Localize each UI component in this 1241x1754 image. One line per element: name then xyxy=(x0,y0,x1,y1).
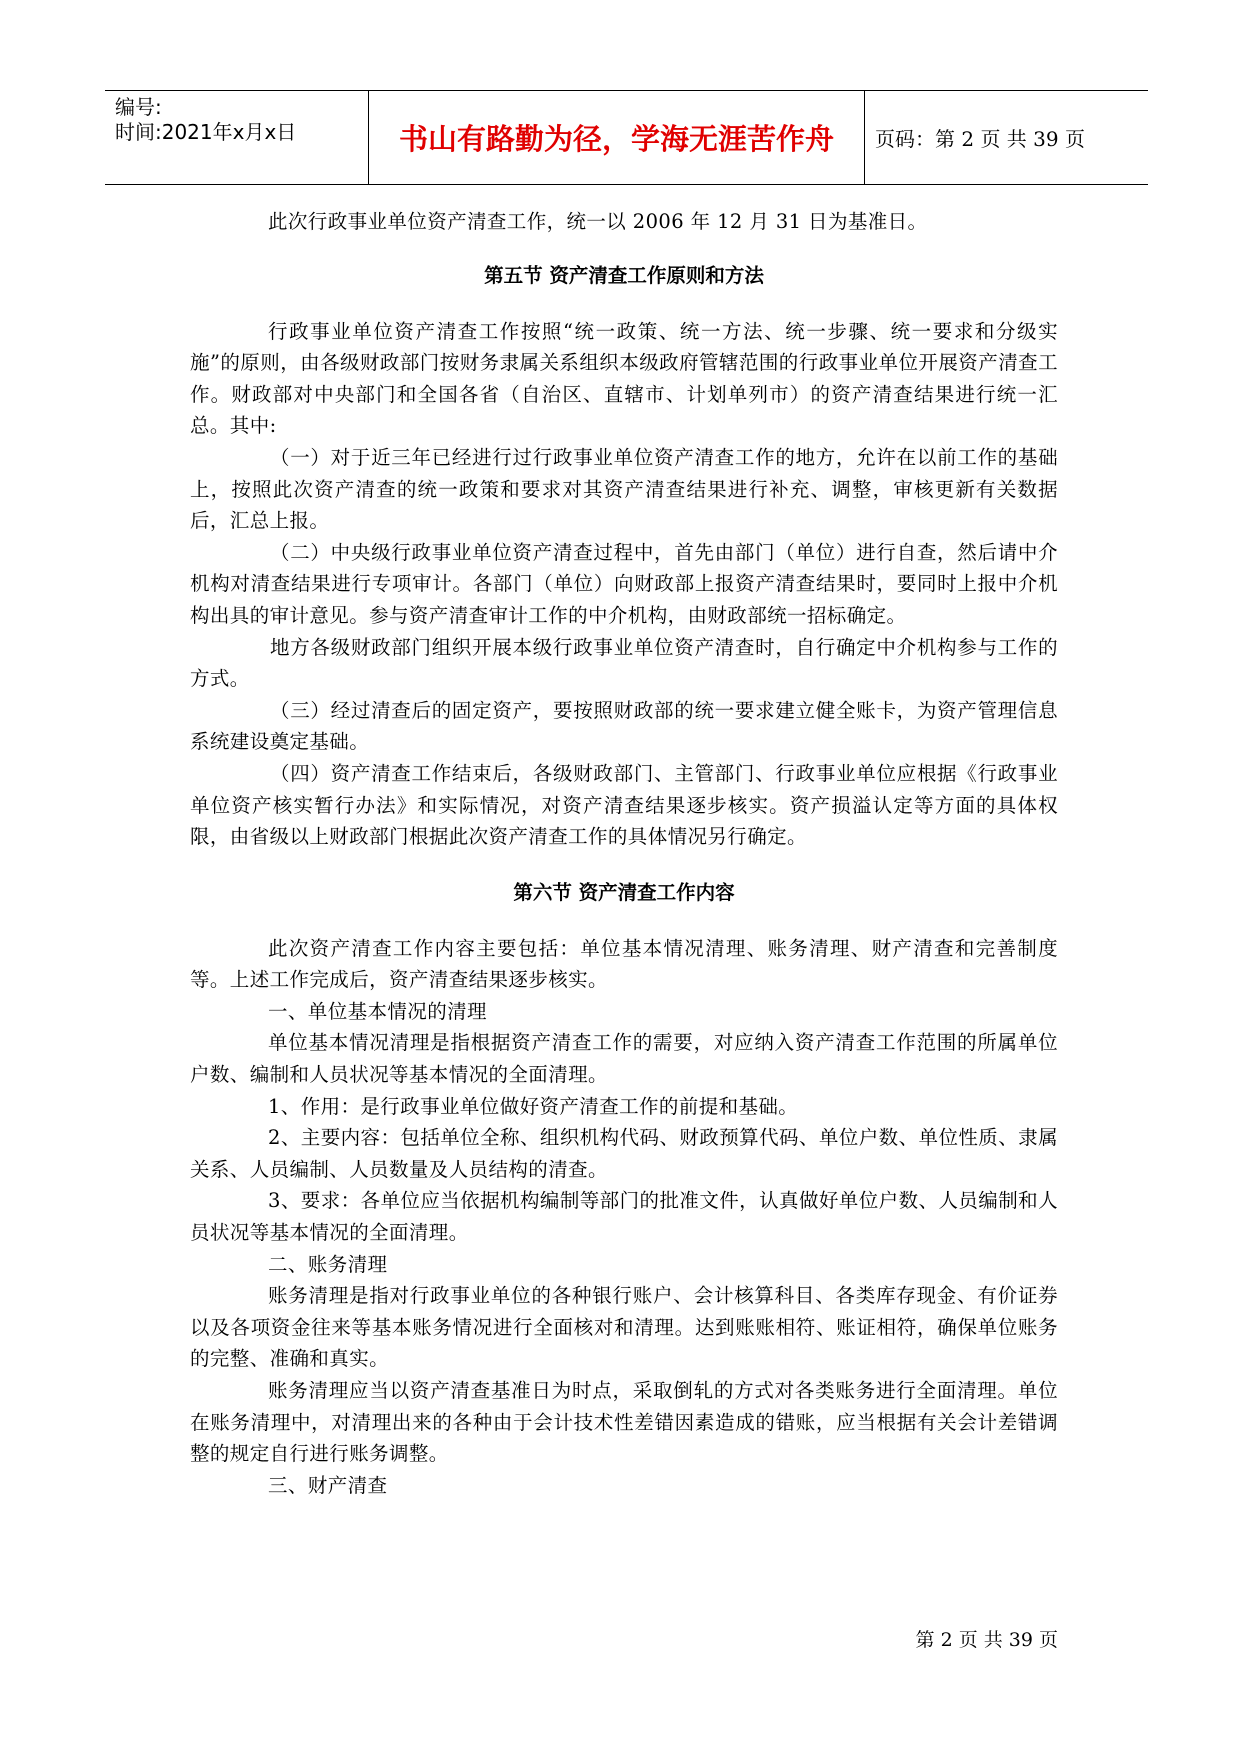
motto: 书山有路勤为径，学海无涯苦作舟 xyxy=(398,122,834,156)
subheading: 三、财产清查 xyxy=(268,1473,388,1497)
paragraph: 此次资产清查工作内容主要包括：单位基本情况清理、账务清理、财产清查和完善制度等。上述工作完成后，资产清查结果逐步核实。 xyxy=(190,936,1058,992)
paragraph: 3、要求：各单位应当依据机构编制等部门的批准文件，认真做好单位户数、人员编制和人员状况等基本情况的全面清理。 xyxy=(190,1189,1058,1245)
section-heading-6: 第六节 资产清查工作内容 xyxy=(513,880,735,904)
paragraph: 账务清理应当以资产清查基准日为时点，采取倒轧的方式对各类账务进行全面清理。单位在账务清理中，对清理出来的各种由于会计技术性差错因素造成的错账，应当根据有关会计差错调整的规定自行进行账务调整。 xyxy=(190,1379,1058,1466)
header-motto-cell xyxy=(369,91,865,184)
paragraph: （三）经过清查后的固定资产，要按照财政部的统一要求建立健全账卡，为资产管理信息系统建设奠定基础。 xyxy=(190,698,1058,754)
paragraph: 单位基本情况清理是指根据资产清查工作的需要，对应纳入资产清查工作范围的所属单位户数、编制和人员状况等基本情况的全面清理。 xyxy=(190,1031,1058,1087)
paragraph: （四）资产清查工作结束后，各级财政部门、主管部门、行政事业单位应根据《行政事业单位资产核实暂行办法》和实际情况，对资产清查结果逐步核实。资产损溢认定等方面的具体权限，由省级以上财政部门根据此次资产清查工作的具体情况另行确定。 xyxy=(190,761,1058,849)
header-meta-cell xyxy=(105,91,369,184)
paragraph: 账务清理是指对行政事业单位的各种银行账户、会计核算科目、各类库存现金、有价证券以及各项资金往来等基本账务情况进行全面核对和清理。达到账账相符、账证相符，确保单位账务的完整、准确和真实。 xyxy=(190,1284,1058,1371)
paragraph: 行政事业单位资产清查工作按照“统一政策、统一方法、统一步骤、统一要求和分级实施”的原则，由各级财政部门按财务隶属关系组织本级政府管辖范围的行政事业单位开展资产清查工作。财政部对中央部门和全国各省（自治区、直辖市、计划单列市）的资产清查结果进行统一汇总。其中: xyxy=(190,319,1058,438)
header-page-cell xyxy=(865,91,1148,184)
header-page-info: 页码：第 2 页 共 39 页 xyxy=(875,127,1085,151)
paragraph: 2、主要内容：包括单位全称、组织机构代码、财政预算代码、单位户数、单位性质、隶属关系、人员编制、人员数量及人员结构的清查。 xyxy=(190,1126,1058,1181)
page-footer: 第 2 页 共 39 页 xyxy=(915,1629,1058,1651)
paragraph: （二）中央级行政事业单位资产清查过程中，首先由部门（单位）进行自查，然后请中介机构对清查结果进行专项审计。各部门（单位）向财政部上报资产清查结果时，要同时上报中介机构出具的审计意见。参与资产清查审计工作的中介机构，由财政部统一招标确定。 xyxy=(190,540,1058,627)
section-heading-5: 第五节 资产清查工作原则和方法 xyxy=(484,263,764,287)
subheading: 一、单位基本情况的清理 xyxy=(268,999,487,1023)
paragraph-base-date: 此次行政事业单位资产清查工作，统一以 2006 年 12 月 31 日为基准日。 xyxy=(268,210,928,233)
paragraph: 1、作用：是行政事业单位做好资产清查工作的前提和基础。 xyxy=(268,1094,799,1118)
document-body xyxy=(190,202,1058,1501)
paragraph: （一）对于近三年已经进行过行政事业单位资产清查工作的地方，允许在以前工作的基础上，按照此次资产清查的统一政策和要求对其资产清查结果进行补充、调整，审核更新有关数据后，汇总上报。 xyxy=(190,445,1058,533)
page-header xyxy=(105,90,1148,185)
serial-label: 编号: xyxy=(115,95,162,119)
paragraph: 地方各级财政部门组织开展本级行政事业单位资产清查时，自行确定中介机构参与工作的方式。 xyxy=(190,635,1058,691)
subheading: 二、账务清理 xyxy=(268,1252,388,1276)
time-label: 时间:2021年x月x日 xyxy=(115,120,297,144)
